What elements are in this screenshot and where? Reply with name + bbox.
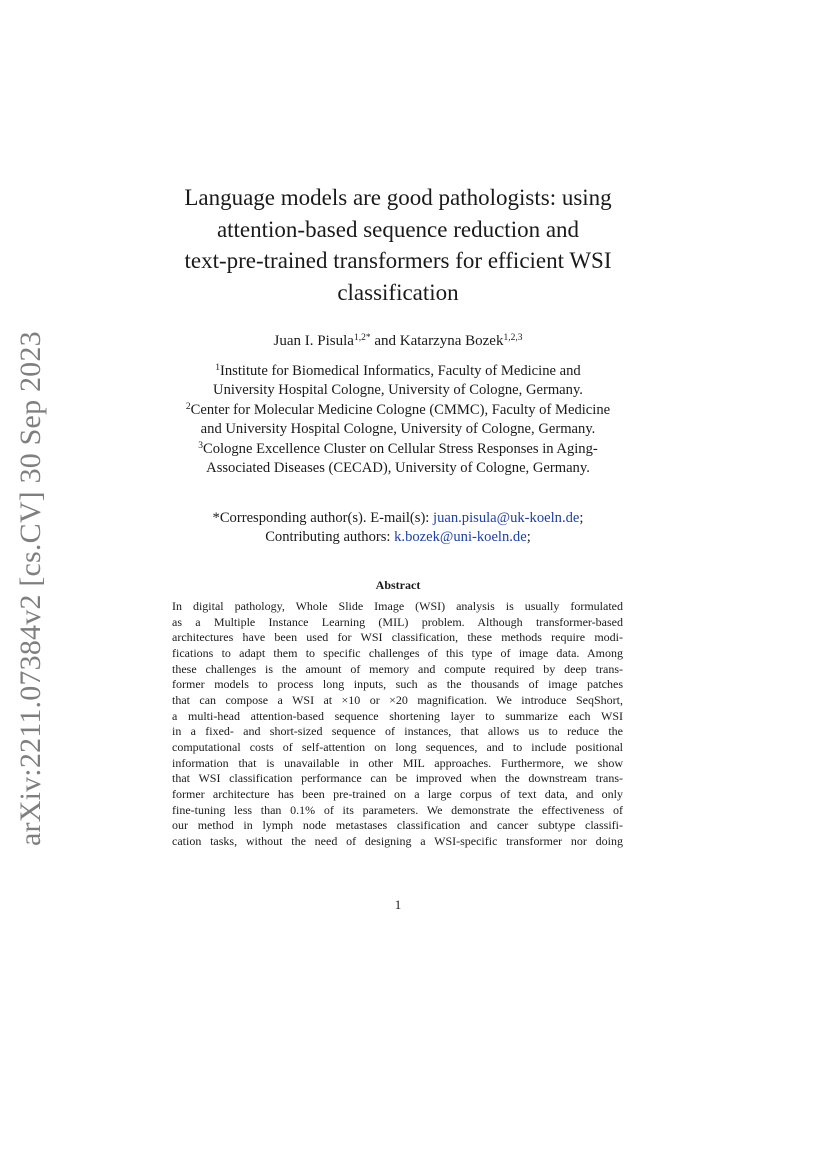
abstract-line: computational costs of self-attention on long sequences, and to include positional	[172, 739, 623, 754]
affiliation-number: 1	[215, 363, 221, 373]
abstract-heading: Abstract	[375, 578, 421, 592]
affiliation-text: Center for Molecular Medicine Cologne (CMMC), Faculty of Medicine	[190, 401, 611, 418]
title-line: text-pre-trained transformers for efficient WSI	[184, 248, 612, 273]
corresponding-line	[140, 509, 656, 528]
abstract-line: in a fixed- and short-sized sequence of instances, that allows us to reduce the	[172, 724, 623, 739]
contributing-prefix: Contributing authors:	[265, 529, 395, 546]
affiliation-2	[140, 401, 656, 420]
affiliation-1-cont: University Hospital Cologne, University of Cologne, Germany.	[213, 382, 583, 399]
abstract-line: In digital pathology, Whole Slide Image (WSI) analysis is usually formulated	[172, 599, 623, 613]
affiliation-text: Institute for Biomedical Informatics, Faculty of Medicine and	[220, 363, 581, 379]
title-line: Language models are good pathologists: using	[184, 185, 612, 210]
abstract-line: a multi-head attention-based sequence shortening layer to summarize each WSI	[172, 708, 623, 723]
abstract-line: fine-tuning less than 0.1% of its parameters. We demonstrate the effectiveness of	[172, 802, 623, 817]
affiliation-number: 2	[185, 401, 191, 412]
author-affiliation-marker: 1,2,3	[503, 333, 523, 343]
affiliation-3-cont: Associated Diseases (CECAD), University of Cologne, Germany.	[206, 460, 590, 477]
affiliation-2-cont: and University Hospital Cologne, University of Cologne, Germany.	[200, 421, 596, 438]
affiliations	[140, 362, 656, 478]
arxiv-stamp: arXiv:2211.07384v2 [cs.CV] 30 Sep 2023	[14, 331, 47, 846]
author-name: Katarzyna Bozek	[399, 333, 504, 349]
abstract-line: as a Multiple Instance Learning (MIL) problem. Although transformer-based	[172, 614, 623, 629]
abstract-line: architectures have been used for WSI classification, these methods require modi-	[172, 630, 623, 645]
abstract-line: former architecture has been pre-trained on a large corpus of text data, and only	[172, 786, 623, 801]
page-number: 1	[394, 897, 402, 912]
separator: ;	[526, 529, 531, 546]
separator: ;	[579, 510, 584, 526]
author-name: Juan I. Pisula	[273, 333, 354, 349]
paper-title	[140, 182, 656, 308]
correspondence	[140, 509, 656, 548]
affiliation-3	[140, 440, 656, 459]
affiliation-number: 3	[198, 440, 203, 451]
affiliation-1	[140, 362, 656, 381]
email-link-bozek[interactable]: k.bozek@uni-koeln.de	[394, 529, 527, 546]
abstract-line: cation tasks, without the need of designing a WSI-specific transformer nor doing	[172, 833, 623, 848]
abstract-line: information that is unavailable in other MIL approaches. Furthermore, we show	[172, 755, 623, 770]
abstract-line: these challenges is the amount of memory and compute required by deep trans-	[172, 661, 623, 676]
abstract-line: that WSI classification performance can be improved when the downstream trans-	[172, 771, 623, 786]
author-affiliation-marker: 1,2*	[353, 333, 371, 343]
contributing-line	[140, 528, 656, 547]
title-line: attention-based sequence reduction and	[216, 216, 580, 242]
abstract-body	[172, 599, 623, 850]
email-link-pisula[interactable]: juan.pisula@uk-koeln.de	[433, 510, 580, 526]
abstract-line: that can compose a WSI at ×10 or ×20 magnification. We introduce SeqShort,	[172, 692, 623, 707]
affiliation-text: Cologne Excellence Cluster on Cellular Stress Responses in Aging-	[202, 440, 598, 457]
abstract-line: our method in lymph node metastases classification and cancer subtype classifi-	[172, 818, 623, 833]
abstract-line: former models to process long inputs, such as the thousands of image patches	[172, 677, 623, 692]
corresponding-prefix: *Corresponding author(s). E-mail(s):	[212, 510, 434, 526]
author-connector: and	[370, 333, 400, 349]
author-list	[140, 333, 656, 350]
title-line: classification	[337, 279, 459, 305]
abstract-line: fications to adapt them to specific challenges of this type of image data. Among	[172, 645, 623, 660]
